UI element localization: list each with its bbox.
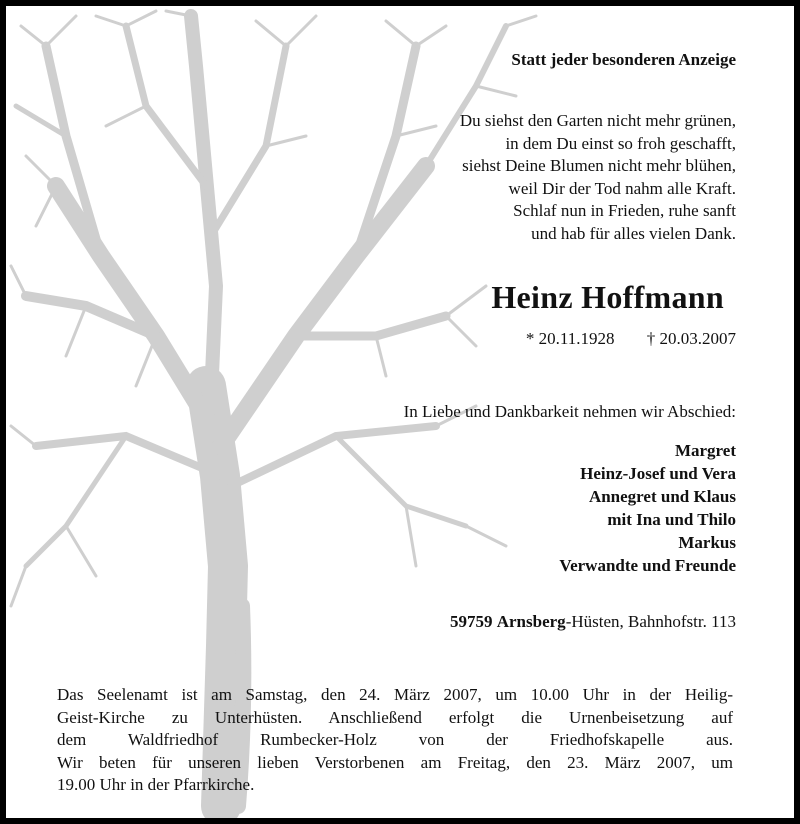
postal-code: 59759 — [449, 612, 493, 631]
mourner-name: Heinz-Josef und Vera — [580, 464, 736, 483]
life-dates — [526, 329, 736, 349]
notice-line: dem Waldfriedhof Rumbecker-Holz von der Friedhofskapelle aus. — [57, 730, 733, 749]
notice-line: 19.00 Uhr in der Pfarrkirche. — [57, 775, 255, 794]
poem-line: siehst Deine Blumen nicht mehr blühen, — [462, 156, 736, 175]
mourner-name: mit Ina und Thilo — [607, 510, 736, 529]
poem-line: in dem Du einst so froh geschafft, — [505, 133, 736, 153]
birth-date: * 20.11.1928 — [525, 329, 615, 348]
deceased-name: Heinz Hoffmann — [491, 279, 724, 315]
notice-line: Das Seelenamt ist am Samstag, den 24. März 2007, um 10.00 Uhr in der Heilig- — [57, 685, 733, 704]
poem-line: weil Dir der Tod nahm alle Kraft. — [508, 178, 736, 198]
mourner-name: Annegret und Klaus — [588, 487, 736, 506]
street-address: -Hüsten, Bahnhofstr. 113 — [565, 612, 736, 631]
mourner-name: Markus — [678, 533, 736, 552]
mourner-name: Verwandte und Freunde — [559, 556, 736, 575]
city: Arnsberg — [496, 612, 566, 631]
farewell-intro: In Liebe und Dankbarkeit nehmen wir Abschied: — [403, 402, 736, 421]
header-notice: Statt jeder besonderen Anzeige — [511, 50, 736, 69]
notice-line: Geist-Kirche zu Unterhüsten. Anschließend erfolgt die Urnenbeisetzung auf — [57, 707, 733, 727]
mourner-name: Margret — [674, 441, 736, 460]
notice-line: Wir beten für unseren lieben Verstorbenen am Freitag, den 23. März 2007, um — [57, 752, 733, 772]
mourners-list — [559, 439, 736, 577]
address — [450, 612, 736, 632]
poem-line: Du siehst den Garten nicht mehr grünen, — [459, 111, 736, 130]
poem-line: und hab für alles vielen Dank. — [531, 223, 736, 243]
funeral-notice — [57, 684, 733, 797]
death-date: † 20.03.2007 — [646, 329, 736, 348]
poem-line: Schlaf nun in Frieden, ruhe sanft — [513, 201, 736, 220]
poem — [460, 110, 736, 245]
